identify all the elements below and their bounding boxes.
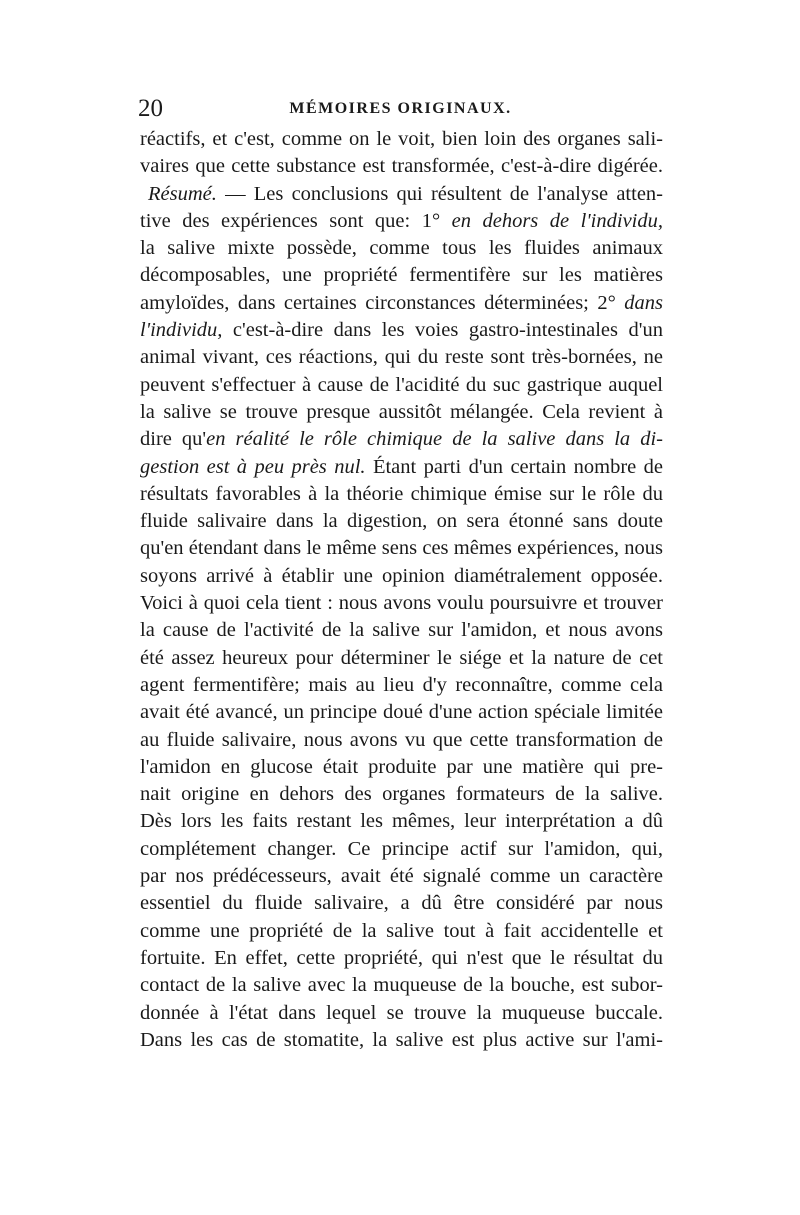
text-line: vaires que cette substance est transformée, c'est-à-dire digérée. — [140, 155, 663, 178]
text-line: donnée à l'état dans lequel se trouve la muqueuse buccale. — [140, 1001, 663, 1024]
text-line: soyons arrivé à établir une opinion diamétralement opposée. — [140, 564, 663, 587]
text-line: la salive mixte possède, comme tous les fluides animaux — [140, 237, 663, 260]
page-number: 20 — [138, 95, 163, 122]
text-line: essentiel du fluide salivaire, a dû être considéré par nous — [140, 892, 663, 915]
text-line: qu'en étendant dans le même sens ces mêmes expériences, nous — [140, 537, 663, 560]
text-line: comme une propriété de la salive tout à fait accidentelle et — [140, 919, 663, 942]
running-head — [138, 94, 663, 124]
text-line: réactifs, et c'est, comme on le voit, bien loin des organes sali- — [140, 128, 663, 150]
text-line: peuvent s'effectuer à cause de l'acidité du suc gastrique auquel — [140, 373, 663, 396]
text-line: fortuite. En effet, cette propriété, qui n'est que le résultat du — [140, 946, 663, 969]
text-line: gestion est à peu près nul. Étant parti d'un certain nombre de — [140, 455, 664, 478]
text-line: été assez heureux pour déterminer le siége et la nature de cet — [140, 646, 663, 669]
text-line: par nos prédécesseurs, avait été signalé comme un caractère — [140, 865, 663, 888]
text-line: fluide salivaire dans la digestion, on sera étonné sans doute — [140, 510, 663, 533]
text-line: résultats favorables à la théorie chimique émise sur le rôle du — [140, 482, 663, 505]
text-line: nait origine en dehors des organes formateurs de la salive. — [140, 783, 663, 806]
text-line: la salive se trouve presque aussitôt mélangée. Cela revient à — [140, 400, 663, 423]
text-line: agent fermentifère; mais au lieu d'y reconnaître, comme cela — [140, 673, 663, 696]
text-line: décomposables, une propriété fermentifère sur les matières — [140, 264, 663, 287]
text-line: complétement changer. Ce principe actif sur l'amidon, qui, — [140, 837, 663, 860]
text-line: contact de la salive avec la muqueuse de la bouche, est subor- — [140, 974, 663, 997]
text-line: animal vivant, ces réactions, qui du reste sont très-bornées, ne — [140, 346, 663, 369]
text-line: amyloïdes, dans certaines circonstances déterminées; 2° dans — [140, 291, 663, 314]
text-line: au fluide salivaire, nous avons vu que cette transformation de — [140, 728, 663, 751]
text-line: Voici à quoi cela tient : nous avons voulu poursuivre et trouver — [140, 592, 663, 615]
text-line: Dans les cas de stomatite, la salive est plus active sur l'ami- — [140, 1028, 663, 1051]
text-line: la cause de l'activité de la salive sur l'amidon, et nous avons — [140, 619, 663, 642]
body-text — [140, 126, 663, 1054]
text-line: Dès lors les faits restant les mêmes, leur interprétation a dû — [140, 810, 663, 833]
text-line: l'individu, c'est-à-dire dans les voies gastro-intestinales d'un — [140, 319, 663, 342]
resume-heading: Résumé. — [148, 182, 217, 205]
running-title: MÉMOIRES ORIGINAUX. — [289, 100, 512, 117]
text-line: dire qu'en réalité le rôle chimique de la salive dans la di- — [140, 428, 663, 451]
text-line: avait été avancé, un principe doué d'une action spéciale limitée — [140, 701, 663, 724]
text-line: Résumé. — Les conclusions qui résultent de l'analyse atten- — [148, 182, 663, 205]
text-line: tive des expériences sont que: 1° en dehors de l'individu, — [140, 209, 663, 232]
text-line: l'amidon en glucose était produite par une matière qui pre- — [140, 755, 663, 778]
